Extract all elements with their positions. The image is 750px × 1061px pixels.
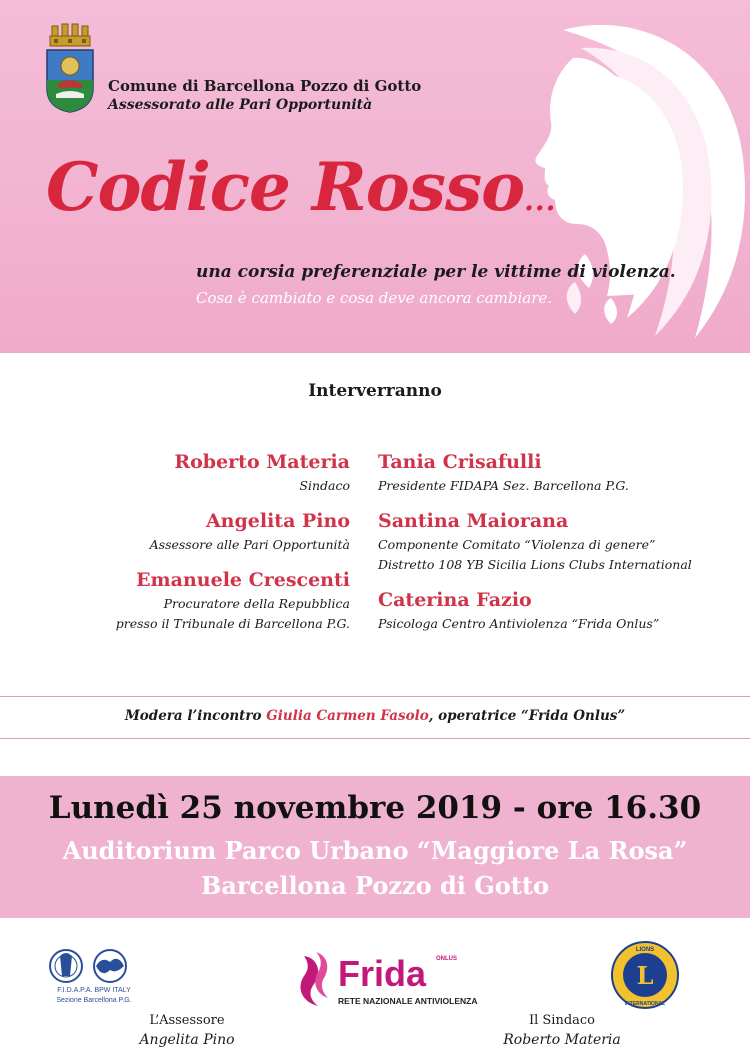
event-title-ellipsis: ... bbox=[524, 184, 557, 217]
signature-title: L’Assessore bbox=[149, 1013, 225, 1028]
lions-logo-letter: L bbox=[636, 961, 654, 990]
fidapa-logo-line2: Sezione Barcellona P.G. bbox=[56, 997, 132, 1004]
speaker-role: presso il Tribunale di Barcellona P.G. bbox=[115, 616, 350, 631]
fidapa-logo-icon bbox=[44, 946, 144, 1006]
speaker-tania-crisafulli bbox=[378, 448, 743, 496]
signature-name: Angelita Pino bbox=[139, 1032, 235, 1048]
speaker-name: Angelita Pino bbox=[205, 510, 350, 532]
frida-logo-name: Frida bbox=[338, 953, 427, 994]
speakers-heading: Interverranno bbox=[308, 381, 442, 401]
speaker-role: Presidente FIDAPA Sez. Barcellona P.G. bbox=[378, 478, 629, 493]
speaker-role: Procuratore della Repubblica bbox=[163, 596, 350, 611]
moderator-suffix: , operatrice “Frida Onlus” bbox=[428, 708, 626, 724]
lions-logo-top: LIONS bbox=[635, 947, 655, 953]
divider-top bbox=[0, 696, 750, 697]
org-department: Assessorato alle Pari Opportunità bbox=[108, 97, 373, 113]
speaker-name: Caterina Fazio bbox=[378, 589, 532, 611]
municipal-crest-icon bbox=[44, 22, 96, 114]
signature-name: Roberto Materia bbox=[503, 1032, 621, 1048]
frida-logo-badge: ONLUS bbox=[436, 956, 457, 962]
moderator-prefix: Modera l’incontro bbox=[124, 708, 267, 724]
event-city: Barcellona Pozzo di Gotto bbox=[201, 871, 549, 900]
speaker-angelita-pino bbox=[40, 507, 350, 555]
speaker-role: Distretto 108 YB Sicilia Lions Clubs International bbox=[378, 557, 692, 572]
fidapa-logo-line1: F.I.D.A.P.A. BPW ITALY bbox=[57, 987, 131, 994]
speaker-caterina-fazio bbox=[378, 586, 743, 634]
speaker-santina-maiorana bbox=[378, 507, 743, 575]
event-title-text: Codice Rosso bbox=[46, 148, 525, 226]
frida-logo-tagline: RETE NAZIONALE ANTIVIOLENZA bbox=[338, 996, 478, 1006]
org-name: Comune di Barcellona Pozzo di Gotto bbox=[108, 77, 422, 95]
event-venue: Auditorium Parco Urbano “Maggiore La Rosa” bbox=[62, 836, 688, 865]
lions-logo-icon bbox=[610, 940, 680, 1010]
speaker-emanuele-crescenti bbox=[40, 566, 350, 634]
event-subtitle: una corsia preferenziale per le vittime di violenza. bbox=[196, 262, 676, 282]
frida-logo-icon bbox=[296, 948, 478, 1010]
event-tagline: Cosa è cambiato e cosa deve ancora cambiare. bbox=[196, 289, 553, 307]
signature-assessore bbox=[87, 1012, 287, 1050]
speaker-roberto-materia bbox=[40, 448, 350, 496]
moderator-name: Giulia Carmen Fasolo bbox=[266, 708, 429, 724]
speaker-name: Santina Maiorana bbox=[378, 510, 569, 532]
speaker-role: Sindaco bbox=[299, 478, 350, 493]
speaker-role: Assessore alle Pari Opportunità bbox=[149, 537, 350, 552]
event-title bbox=[46, 148, 556, 226]
signature-title: Il Sindaco bbox=[528, 1013, 596, 1028]
speakers-right-column bbox=[378, 448, 743, 645]
event-date: Lunedì 25 novembre 2019 - ore 16.30 bbox=[48, 790, 702, 826]
hero-banner bbox=[0, 0, 750, 353]
speaker-name: Tania Crisafulli bbox=[378, 451, 542, 473]
divider-bottom bbox=[0, 738, 750, 739]
moderator-line bbox=[0, 708, 750, 724]
lions-logo-bottom: INTERNATIONAL bbox=[624, 1001, 666, 1007]
speaker-name: Roberto Materia bbox=[174, 451, 350, 473]
speaker-name: Emanuele Crescenti bbox=[136, 569, 350, 591]
speaker-role: Componente Comitato “Violenza di genere” bbox=[378, 537, 656, 552]
signature-sindaco bbox=[462, 1012, 662, 1050]
speaker-role: Psicologa Centro Antiviolenza “Frida Onlus” bbox=[378, 616, 660, 631]
speakers-left-column bbox=[40, 448, 350, 645]
